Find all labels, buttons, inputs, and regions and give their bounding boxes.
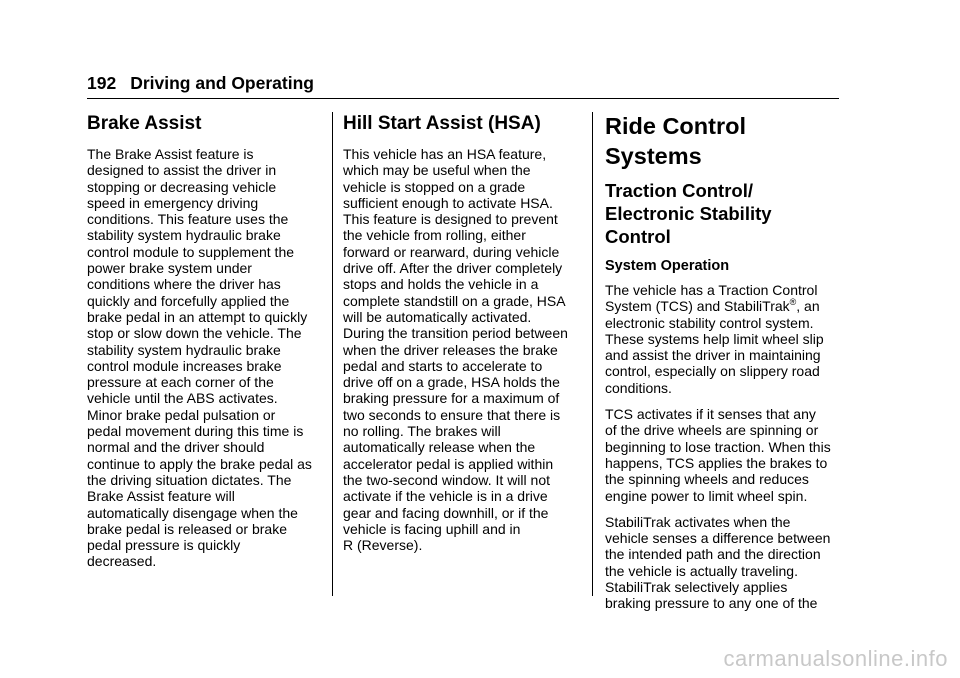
section-heading: Driving and Operating (130, 73, 314, 93)
page-number: 192 (87, 73, 117, 93)
system-operation-paragraph-1 (605, 282, 839, 396)
column-divider-2 (592, 112, 593, 596)
system-operation-paragraph-2: TCS activates if it senses that any of the drive wheels are spinning or beginning to lose traction. When this happens, TCS applies the brakes to the spinning wheels and reduces engine power to limit wheel spin. (605, 406, 831, 504)
column-ride-control (605, 108, 839, 622)
column-divider-1 (332, 112, 333, 596)
column-hill-start-assist (343, 108, 577, 563)
hsa-body: This vehicle has an HSA feature, which may be useful when the vehicle is stopped on a grade sufficient enough to activate HSA. This feature is designed to prevent the vehicle from rolling, either forward or rearward, during vehicle drive off. After the driver completely stops and holds the vehicle in a complete standstill on a grade, HSA will be automatically activated. During the transition period between when the driver releases the brake pedal and starts to accelerate to drive off on a grade, HSA holds the braking pressure for a maximum of two seconds to ensure that there is no rolling. The brakes will automatically release when the accelerator pedal is applied within the two-second window. It will not activate if the vehicle is in a drive gear and facing downhill, or if the vehicle is facing uphill and in R (Reverse). (343, 146, 568, 554)
watermark: carmanualsonline.info (723, 646, 948, 671)
column-brake-assist (87, 108, 321, 580)
header-rule (87, 98, 839, 99)
brake-assist-title: Brake Assist (87, 113, 202, 134)
traction-control-section-title: Traction Control/ Electronic Stability Control (605, 180, 772, 247)
brake-assist-body: The Brake Assist feature is designed to assist the driver in stopping or decreasing vehicle speed in emergency driving conditions. This feature uses the stability system hydraulic brake control module to supplement the power brake system under conditions where the driver has quickly and forcefully applied the brake pedal in an attempt to quickly stop or slow down the vehicle. The stability system hydraulic brake control module increases brake pressure at each corner of the vehicle until the ABS activates. Minor brake pedal pulsation or pedal movement during this time is normal and the driver should continue to apply the brake pedal as the driving situation dictates. The Brake Assist feature will automatically disengage when the brake pedal is released or brake pedal pressure is quickly decreased. (87, 146, 312, 570)
system-operation-subtitle: System Operation (605, 258, 730, 274)
registered-mark: ® (789, 297, 797, 308)
hsa-title: Hill Start Assist (HSA) (343, 113, 541, 134)
p1-text-b: , an electronic stability control system. These systems help limit wheel slip and assist the driver in maintaining control, especially on slippery road conditions. (605, 298, 824, 396)
p1-text-a: The vehicle has a Traction Control System (TCS) and StabiliTrak (605, 282, 818, 315)
ride-control-chapter-title: Ride Control Systems (605, 113, 746, 169)
page-header (87, 72, 839, 94)
system-operation-paragraph-3: StabiliTrak activates when the vehicle senses a difference between the intended path and the direction the vehicle is actually traveling. StabiliTrak selectively applies braking pressure to any one of the (605, 513, 831, 612)
